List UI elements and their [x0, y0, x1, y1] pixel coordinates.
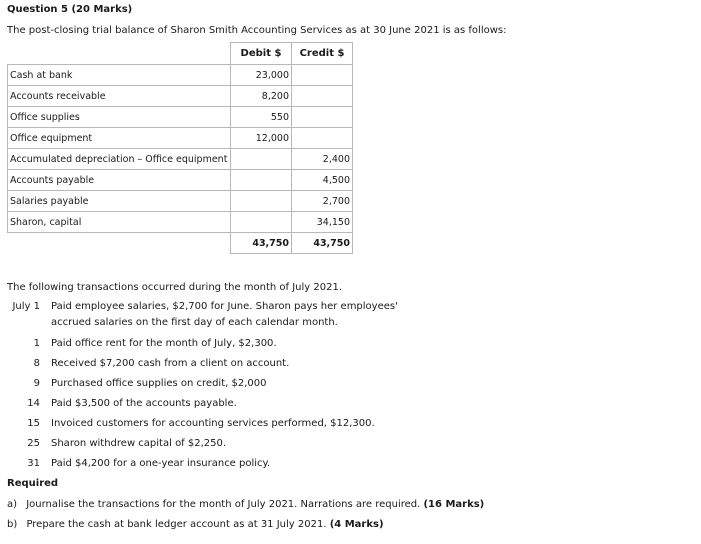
totals-label-blank	[8, 233, 231, 254]
transaction-description: Invoiced customers for accounting services performed, $12,300.	[51, 418, 375, 429]
table-row	[8, 170, 353, 191]
account-name: Accounts payable	[8, 170, 231, 191]
debit-amount: 550	[231, 107, 292, 128]
credit-amount: 4,500	[292, 170, 353, 191]
account-name: Office equipment	[8, 128, 231, 149]
table-row	[8, 212, 353, 233]
total-credit: 43,750	[292, 233, 353, 254]
requirement-item	[7, 499, 484, 510]
transaction-description: Paid $4,200 for a one-year insurance policy.	[51, 458, 271, 469]
account-name: Salaries payable	[8, 191, 231, 212]
debit-header: Debit $	[231, 43, 292, 65]
requirement-text: Prepare the cash at bank ledger account as at 31 July 2021.	[26, 519, 327, 530]
trial-balance-table	[7, 42, 353, 254]
credit-amount	[292, 86, 353, 107]
table-row	[8, 191, 353, 212]
transaction-date: 15	[27, 418, 40, 429]
debit-amount: 8,200	[231, 86, 292, 107]
credit-amount	[292, 107, 353, 128]
credit-amount: 2,700	[292, 191, 353, 212]
transaction-description-continued: accrued salaries on the first day of each calendar month.	[51, 317, 338, 328]
transaction-description: Paid $3,500 of the accounts payable.	[51, 398, 237, 409]
required-heading: Required	[7, 478, 59, 489]
transaction-description: Purchased office supplies on credit, $2,000	[51, 378, 267, 389]
transaction-date: 14	[27, 398, 40, 409]
debit-amount	[231, 170, 292, 191]
transactions-intro: The following transactions occurred during the month of July 2021.	[7, 282, 343, 293]
table-row	[8, 86, 353, 107]
credit-amount	[292, 128, 353, 149]
table-row	[8, 107, 353, 128]
transaction-date: 1	[33, 338, 40, 349]
header-blank	[8, 43, 231, 65]
requirement-marks: (4 Marks)	[329, 519, 384, 530]
transaction-date: 25	[27, 438, 40, 449]
requirement-item	[7, 519, 384, 530]
question-heading: Question 5 (20 Marks)	[7, 4, 133, 15]
credit-amount: 34,150	[292, 212, 353, 233]
transaction-date: July 1	[12, 301, 40, 312]
debit-amount	[231, 191, 292, 212]
debit-amount: 12,000	[231, 128, 292, 149]
transaction-date: 9	[33, 378, 40, 389]
account-name: Sharon, capital	[8, 212, 231, 233]
debit-amount	[231, 149, 292, 170]
credit-amount: 2,400	[292, 149, 353, 170]
transaction-date: 8	[33, 358, 40, 369]
debit-amount	[231, 212, 292, 233]
requirement-label: b)	[7, 519, 18, 530]
table-row	[8, 128, 353, 149]
transaction-description: Paid employee salaries, $2,700 for June. Sharon pays her employees'	[51, 301, 398, 312]
account-name: Cash at bank	[8, 65, 231, 86]
table-row	[8, 149, 353, 170]
credit-header: Credit $	[292, 43, 353, 65]
table-header-row	[8, 43, 353, 65]
account-name: Office supplies	[8, 107, 231, 128]
requirement-label: a)	[7, 499, 18, 510]
transaction-description: Sharon withdrew capital of $2,250.	[51, 438, 227, 449]
account-name: Accounts receivable	[8, 86, 231, 107]
transaction-description: Received $7,200 cash from a client on account.	[51, 358, 290, 369]
table-row	[8, 65, 353, 86]
intro-text: The post-closing trial balance of Sharon Smith Accounting Services as at 30 June 2021 is as follows:	[7, 25, 507, 36]
account-name: Accumulated depreciation – Office equipment	[8, 149, 231, 170]
requirement-marks: (16 Marks)	[423, 499, 485, 510]
credit-amount	[292, 65, 353, 86]
transaction-description: Paid office rent for the month of July, $2,300.	[51, 338, 277, 349]
debit-amount: 23,000	[231, 65, 292, 86]
transaction-date: 31	[27, 458, 40, 469]
requirement-text: Journalise the transactions for the month of July 2021. Narrations are required.	[26, 499, 421, 510]
total-debit: 43,750	[231, 233, 292, 254]
totals-row	[8, 233, 353, 254]
